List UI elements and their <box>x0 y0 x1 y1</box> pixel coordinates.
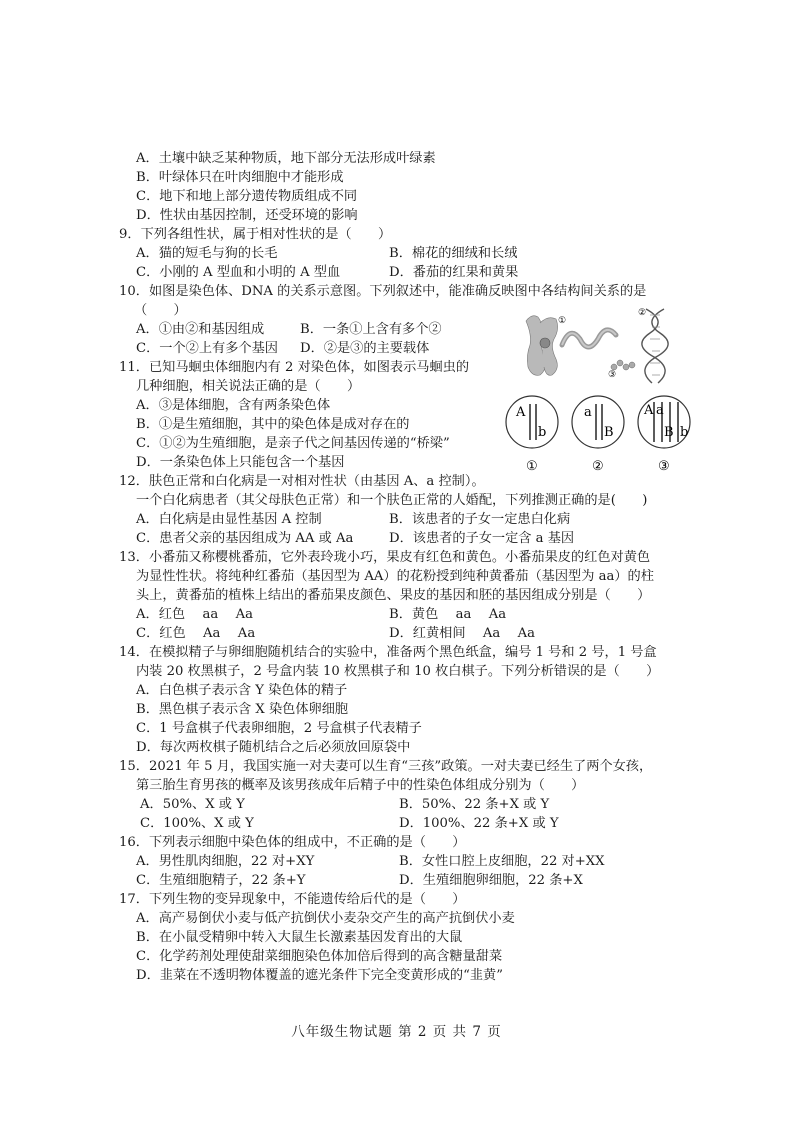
cell2-gene-B: B <box>604 425 614 440</box>
q16-stem: 16．下列表示细胞中染色体的组成中，不正确的是（ ） <box>119 835 466 850</box>
q13-option-a: A．红色 aa Aa <box>136 607 253 622</box>
q17-option-a: A．高产易倒伏小麦与低产抗倒伏小麦杂交产生的高产抗倒伏小麦 <box>136 911 515 926</box>
q13-stem-line1: 13．小番茄又称樱桃番茄，它外表玲珑小巧，果皮有红色和黄色。小番茄果皮的红色对黄色 <box>119 550 651 565</box>
cell-label-2: ② <box>592 459 604 474</box>
q10-option-b: B．一条①上含有多个② <box>300 322 442 337</box>
cell1-gene-b: b <box>538 425 547 440</box>
q13-option-c: C．红色 Aa Aa <box>136 626 256 641</box>
q14-option-c: C．1 号盒棋子代表卵细胞，2 号盒棋子代表精子 <box>136 721 422 736</box>
q9-stem: 9．下列各组性状，属于相对性状的是（ ） <box>119 227 392 242</box>
q10-option-d: D．②是③的主要载体 <box>300 341 430 356</box>
chromosome-dna-diagram <box>518 305 680 387</box>
q11-option-a: A．③是体细胞，含有两条染色体 <box>136 398 331 413</box>
q12-option-d: D．该患者的子女一定含 a 基因 <box>389 531 575 546</box>
q17-option-d: D．韭菜在不透明物体覆盖的遮光条件下完全变黄形成的“韭黄” <box>136 968 503 983</box>
q15-option-b: B．50%、22 条+X 或 Y <box>399 797 550 812</box>
q11-option-d: D．一条染色体上只能包含一个基因 <box>136 455 345 470</box>
cell-diagram <box>500 390 700 480</box>
cell-circle-2 <box>572 396 624 448</box>
q9-option-a: A．猫的短毛与狗的长毛 <box>136 246 278 261</box>
q15-option-a: A．50%、X 或 Y <box>140 797 245 812</box>
q11-stem-line2: 几种细胞，相关说法正确的是（ ） <box>136 379 361 394</box>
cell2-gene-a: a <box>584 405 592 420</box>
q10-option-c: C．一个②上有多个基因 <box>136 341 278 356</box>
cell1-gene-A: A <box>516 405 526 420</box>
q13-stem-line2: 为显性性状。将纯种红番茄（基因型为 AA）的花粉授到纯种黄番茄（基因型为 aa）的柱 <box>136 569 654 584</box>
q10-stem-line2: （ ） <box>134 303 187 318</box>
cell3-gene-b: b <box>680 425 689 440</box>
q12-stem-line1: 12．肤色正常和白化病是一对相对性状（由基因 A、a 控制）。 <box>119 474 485 489</box>
cell-label-3: ③ <box>658 459 670 474</box>
q8-option-c: C．地下和地上部分遗传物质组成不同 <box>136 189 358 204</box>
q15-stem-line1: 15．2021 年 5 月，我国实施一对夫妻可以生育“三孩”政策。一对夫妻已经生了两个女孩， <box>119 759 653 774</box>
q8-option-b: B．叶绿体只在叶肉细胞中才能形成 <box>136 170 344 185</box>
q9-option-d: D．番茄的红果和黄果 <box>389 265 519 280</box>
q10-option-a: A．①由②和基因组成 <box>136 322 265 337</box>
diagram-label-1: ① <box>558 316 567 326</box>
page-footer: 八年级生物试题 第 2 页 共 7 页 <box>291 1024 502 1040</box>
q16-option-d: D．生殖细胞卵细胞，22 条+X <box>399 873 583 888</box>
q16-option-b: B．女性口腔上皮细胞，22 对+XX <box>399 854 605 869</box>
q13-stem-line3: 头上，黄番茄的植株上结出的番茄果皮颜色、果皮的基因和胚的基因组成分别是（ ） <box>136 588 651 603</box>
q13-option-d: D．红黄相间 Aa Aa <box>389 626 536 641</box>
q14-option-b: B．黑色棋子表示含 X 染色体卵细胞 <box>136 702 349 717</box>
q8-option-a: A．土壤中缺乏某种物质，地下部分无法形成叶绿素 <box>136 151 436 166</box>
cell3-gene-A: A <box>644 403 654 418</box>
q14-stem-line1: 14．在模拟精子与卵细胞随机结合的实验中，准备两个黑色纸盒，编号 1 号和 2 号，1 号盒 <box>119 645 657 660</box>
q11-option-c: C．①②为生殖细胞，是亲子代之间基因传递的“桥梁” <box>136 436 450 451</box>
q14-option-a: A．白色棋子表示含 Y 染色体的精子 <box>136 683 348 698</box>
q16-option-c: C．生殖细胞精子，22 条+Y <box>136 873 306 888</box>
q15-option-c: C．100%、X 或 Y <box>140 816 254 831</box>
q13-option-b: B．黄色 aa Aa <box>389 607 507 622</box>
cell3-gene-a: a <box>656 403 664 418</box>
q15-option-d: D．100%、22 条+X 或 Y <box>399 816 559 831</box>
q16-option-a: A．男性肌肉细胞，22 对+XY <box>136 854 315 869</box>
q17-stem: 17．下列生物的变异现象中，不能遗传给后代的是（ ） <box>119 892 466 907</box>
q14-stem-line2: 内装 20 枚黑棋子，2 号盒内装 10 枚黑棋子和 10 枚白棋子。下列分析错误的是（ ） <box>136 664 660 679</box>
cell-label-1: ① <box>526 459 538 474</box>
q17-option-b: B．在小鼠受精卵中转入大鼠生长激素基因发育出的大鼠 <box>136 930 463 945</box>
q15-stem-line2: 第三胎生育男孩的概率及该男孩成年后精子中的性染色体组成分别为（ ） <box>136 778 585 793</box>
q12-stem-line2: 一个白化病患者（其父母肤色正常）和一个肤色正常的人婚配，下列推测正确的是( ) <box>136 493 648 508</box>
cell3-gene-B: B <box>664 425 674 440</box>
cell-circle-1 <box>506 396 558 448</box>
q14-option-d: D．每次两枚棋子随机结合之后必须放回原袋中 <box>136 740 411 755</box>
q17-option-c: C．化学药剂处理使甜菜细胞染色体加倍后得到的高含糖量甜菜 <box>136 949 503 964</box>
q11-stem-line1: 11．已知马蛔虫体细胞内有 2 对染色体，如图表示马蛔虫的 <box>119 360 470 375</box>
q11-option-b: B．①是生殖细胞，其中的染色体是成对存在的 <box>136 417 410 432</box>
diagram-label-2: ② <box>638 308 647 318</box>
diagram-label-3: ③ <box>608 370 617 380</box>
q12-option-c: C．患者父亲的基因组成为 AA 或 Aa <box>136 531 354 546</box>
q8-option-d: D．性状由基因控制，还受环境的影响 <box>136 208 358 223</box>
q12-option-b: B．该患者的子女一定患白化病 <box>389 512 571 527</box>
q10-stem-line1: 10．如图是染色体、DNA 的关系示意图。下列叙述中，能准确反映图中各结构间关系的是 <box>119 284 647 299</box>
q9-option-c: C．小刚的 A 型血和小明的 A 型血 <box>136 265 341 280</box>
q9-option-b: B．棉花的细绒和长绒 <box>389 246 518 261</box>
q12-option-a: A．白化病是由显性基因 A 控制 <box>136 512 322 527</box>
